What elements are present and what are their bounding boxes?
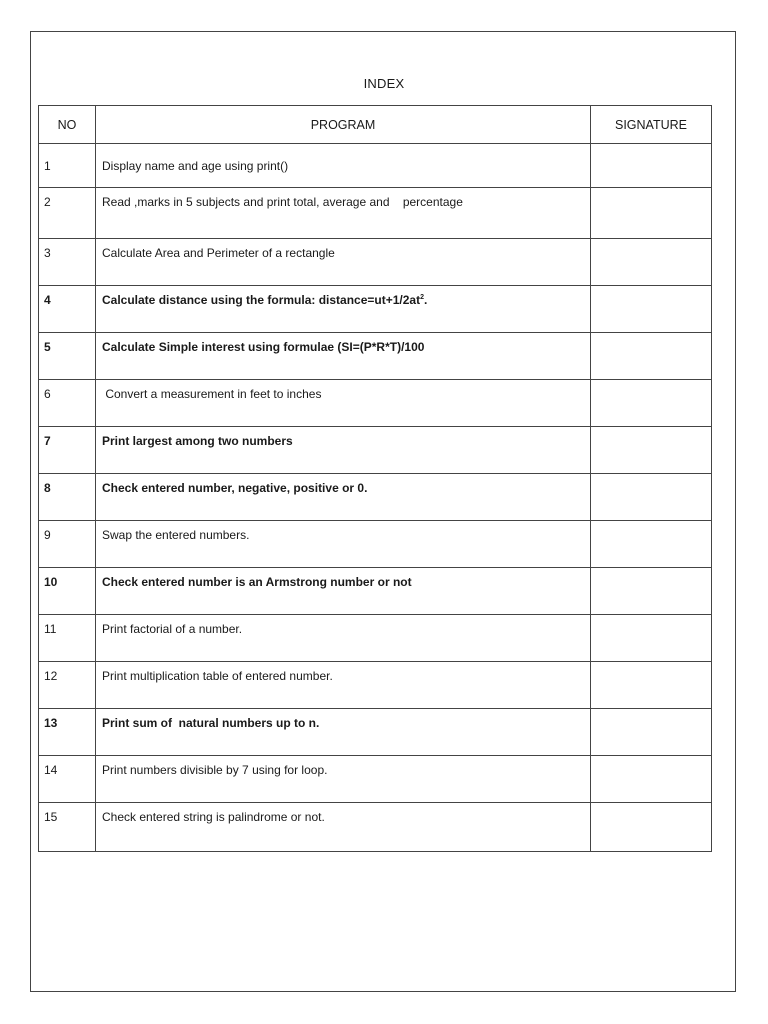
table-row [39,239,712,286]
signature-value [591,239,711,246]
program-cell [96,144,591,188]
signature-value [591,709,711,716]
row-number: 8 [44,481,51,495]
signature-value [591,427,711,434]
program-text: Swap the entered numbers. [102,528,250,542]
program-text: Print sum of natural numbers up to n. [102,716,320,730]
signature-cell [591,286,712,333]
program-text: Calculate Area and Perimeter of a rectangle [102,246,335,260]
row-number-cell [39,188,96,239]
row-number: 7 [44,434,51,448]
program-cell [96,521,591,568]
header-signature: SIGNATURE [591,106,712,144]
row-number: 5 [44,340,51,354]
index-table [38,105,712,852]
program-cell [96,803,591,852]
program-cell [96,756,591,803]
program-superscript: 2 [420,294,424,301]
table-row [39,803,712,852]
table-row [39,709,712,756]
row-number: 9 [44,528,51,542]
program-cell [96,427,591,474]
program-text: Print multiplication table of entered number. [102,669,333,683]
row-number: 10 [44,575,58,589]
row-number-cell [39,803,96,852]
program-cell [96,188,591,239]
program-description [96,756,590,777]
row-number: 3 [44,246,51,260]
program-description [96,380,590,401]
program-text: Display name and age using print() [102,159,289,173]
table-row [39,521,712,568]
program-description [96,662,590,683]
program-cell [96,709,591,756]
row-number-cell [39,474,96,521]
row-number-cell [39,380,96,427]
signature-value [591,615,711,622]
row-number: 14 [44,763,58,777]
row-number: 13 [44,716,58,730]
row-number-cell [39,756,96,803]
program-description [96,521,590,542]
program-description [96,144,590,173]
signature-value [591,568,711,575]
header-row [39,106,712,144]
row-number-cell [39,239,96,286]
program-cell [96,239,591,286]
program-description [96,709,590,730]
signature-value [591,803,711,810]
program-description [96,286,590,307]
signature-cell [591,615,712,662]
program-description [96,474,590,495]
row-number: 15 [44,810,58,824]
table-row [39,756,712,803]
row-number-cell [39,709,96,756]
program-text: Print numbers divisible by 7 using for loop. [102,763,328,777]
signature-value [591,474,711,481]
row-number-cell [39,144,96,188]
program-text: Convert a measurement in feet to inches [102,387,322,401]
row-number: 12 [44,669,58,683]
program-description [96,333,590,354]
table-row [39,474,712,521]
table-row [39,615,712,662]
row-number-cell [39,615,96,662]
program-description [96,615,590,636]
table-row [39,188,712,239]
table-row [39,144,712,188]
signature-cell [591,568,712,615]
signature-cell [591,662,712,709]
program-cell [96,615,591,662]
table-row [39,380,712,427]
signature-cell [591,380,712,427]
program-text: Calculate distance using the formula: distance=ut+1/2at [102,293,421,307]
signature-value [591,380,711,387]
program-cell [96,662,591,709]
table-row [39,286,712,333]
table-row [39,333,712,380]
signature-cell [591,427,712,474]
signature-cell [591,521,712,568]
program-cell [96,568,591,615]
row-number: 11 [44,622,57,636]
program-text: Check entered number, negative, positive or 0. [102,481,368,495]
signature-value [591,662,711,669]
row-number-cell [39,286,96,333]
program-text: Check entered number is an Armstrong number or not [102,575,412,589]
program-description [96,803,590,824]
row-number: 6 [44,387,51,401]
signature-value [591,756,711,763]
row-number: 4 [44,293,51,307]
signature-value [591,333,711,340]
signature-value [591,286,711,293]
header-no: NO [39,106,96,144]
row-number-cell [39,521,96,568]
program-text-tail: . [424,293,428,307]
program-text: Print largest among two numbers [102,434,293,448]
program-description [96,568,590,589]
program-text: Check entered string is palindrome or not. [102,810,325,824]
program-text: Read ,marks in 5 subjects and print total, average and percentage [102,195,463,209]
program-description [96,239,590,260]
row-number-cell [39,568,96,615]
signature-cell [591,144,712,188]
program-cell [96,286,591,333]
page-title: INDEX [363,76,405,91]
table-row [39,568,712,615]
row-number-cell [39,333,96,380]
signature-cell [591,803,712,852]
header-program: PROGRAM [96,106,591,144]
program-description [96,427,590,448]
row-number: 2 [44,195,51,209]
signature-value [591,521,711,528]
program-text: Print factorial of a number. [102,622,243,636]
program-cell [96,380,591,427]
program-text: Calculate Simple interest using formulae (SI=(P*R*T)/100 [102,340,425,354]
signature-cell [591,474,712,521]
signature-cell [591,239,712,286]
row-number: 1 [44,159,51,173]
signature-cell [591,709,712,756]
signature-cell [591,756,712,803]
signature-value [591,188,711,195]
signature-value [591,144,711,159]
signature-cell [591,188,712,239]
table-row [39,662,712,709]
program-cell [96,474,591,521]
program-cell [96,333,591,380]
program-description [96,188,590,209]
table-row [39,427,712,474]
row-number-cell [39,427,96,474]
signature-cell [591,333,712,380]
row-number-cell [39,662,96,709]
